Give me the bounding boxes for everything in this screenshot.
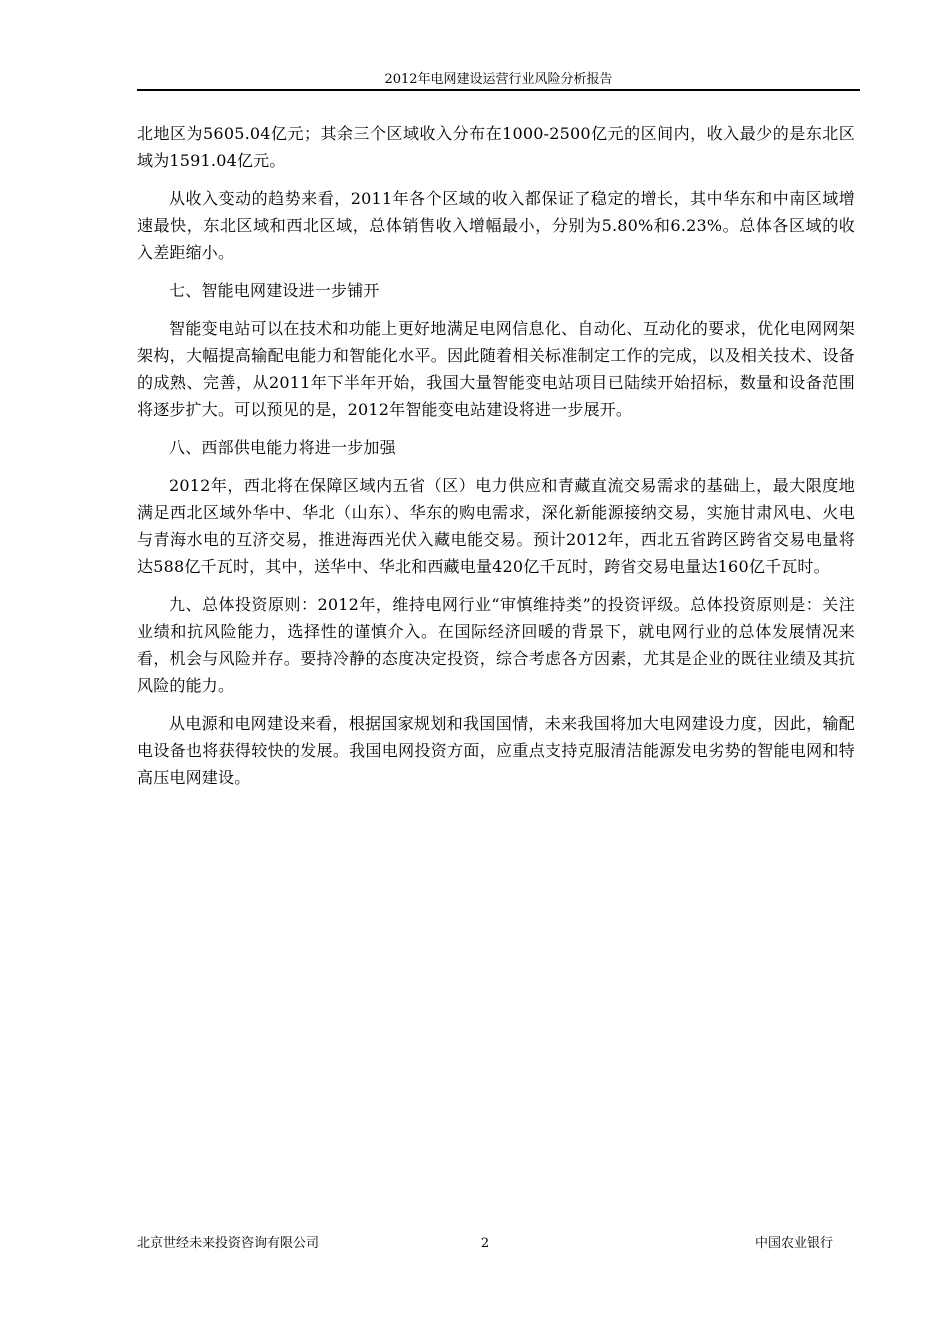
footer-bank: 中国农业银行	[754, 1236, 833, 1251]
section-heading-smart-grid: 七、智能电网建设进一步铺开	[169, 281, 380, 300]
footer-page-number: 2	[480, 1236, 490, 1251]
page-footer	[137, 1234, 833, 1254]
paragraph-grid-construction: 从电源和电网建设来看，根据国家规划和我国国情，未来我国将加大电网建设力度，因此，输配电设备也将获得较快的发展。我国电网投资方面，应重点支持克服清洁能源发电劣势的智能电网和特高压电网建设。	[137, 714, 855, 787]
section-heading-western-power: 八、西部供电能力将进一步加强	[169, 438, 396, 457]
paragraph-northwest-trade: 2012年，西北将在保障区域内五省（区）电力供应和青藏直流交易需求的基础上，最大限度地满足西北区域外华中、华北（山东）、华东的购电需求，深化新能源接纳交易，实施甘肃风电、火电与青海水电的互济交易，推进海西光伏入藏电能交易。预计2012年，西北五省跨区跨省交易电量将达588亿千瓦时，其中，送华中、华北和西藏电量420亿千瓦时，跨省交易电量达160亿千瓦时。	[137, 476, 855, 576]
paragraph-continued: 北地区为5605.04亿元；其余三个区域收入分布在1000-2500亿元的区间内，收入最少的是东北区域为1591.04亿元。	[137, 124, 855, 170]
header-rule	[137, 89, 860, 91]
paragraph-revenue-trend: 从收入变动的趋势来看，2011年各个区域的收入都保证了稳定的增长，其中华东和中南区域增速最快，东北区域和西北区域，总体销售收入增幅最小，分别为5.80%和6.23%。总体各区域的收入差距缩小。	[137, 189, 855, 262]
document-body	[137, 120, 855, 802]
page-header-title: 2012年电网建设运营行业风险分析报告	[384, 72, 613, 87]
paragraph-investment-principle: 九、总体投资原则：2012年，维持电网行业“审慎维持类”的投资评级。总体投资原则是：关注业绩和抗风险能力，选择性的谨慎介入。在国际经济回暖的背景下，就电网行业的总体发展情况来看，机会与风险并存。要持冷静的态度决定投资，综合考虑各方因素，尤其是企业的既往业绩及其抗风险的能力。	[137, 595, 855, 695]
footer-company: 北京世经未来投资咨询有限公司	[137, 1236, 320, 1251]
paragraph-smart-substation: 智能变电站可以在技术和功能上更好地满足电网信息化、自动化、互动化的要求，优化电网网架架构，大幅提高输配电能力和智能化水平。因此随着相关标准制定工作的完成，以及相关技术、设备的成熟、完善，从2011年下半年开始，我国大量智能变电站项目已陆续开始招标，数量和设备范围将逐步扩大。可以预见的是，2012年智能变电站建设将进一步展开。	[137, 319, 855, 419]
